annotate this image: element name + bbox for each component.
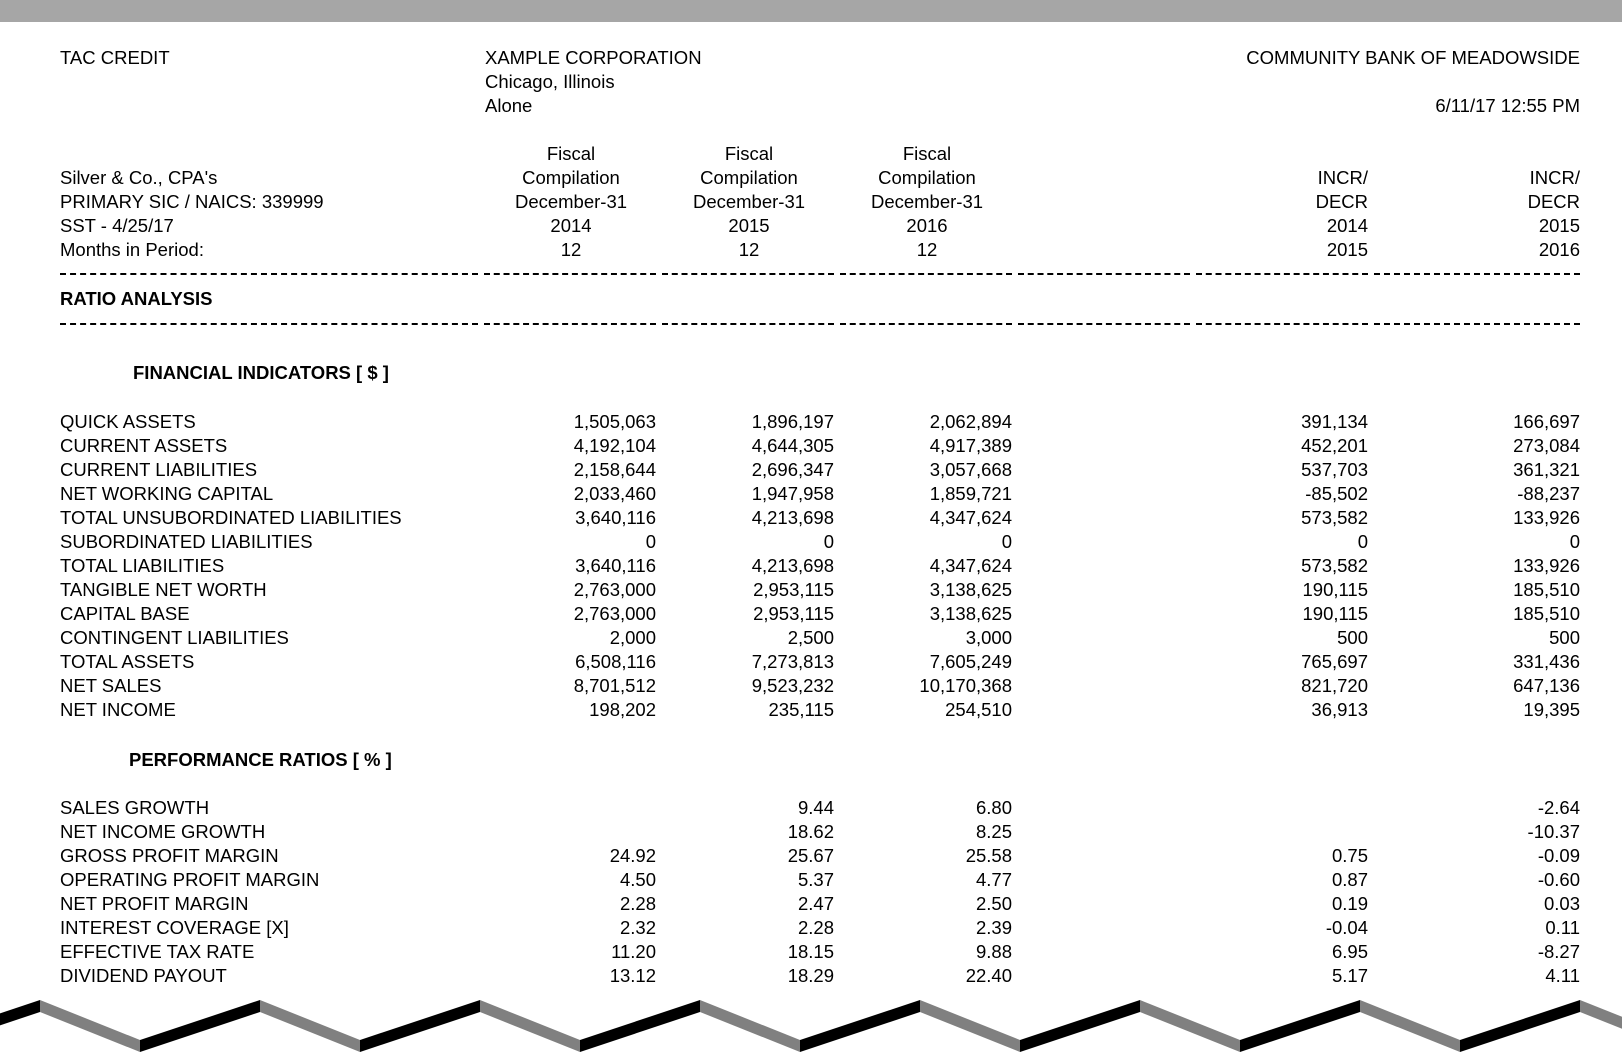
period-year: 2014: [550, 215, 592, 236]
row-label: SUBORDINATED LIABILITIES: [60, 531, 313, 552]
row-label: QUICK ASSETS: [60, 411, 196, 432]
zigzag-segment: [1580, 1000, 1622, 1052]
dashed-rule: [1374, 273, 1580, 275]
change-header-line: INCR/: [1317, 167, 1368, 188]
zigzag-segment: [260, 1000, 360, 1052]
period-months: 12: [916, 239, 938, 260]
row-value: [1208, 820, 1368, 844]
row-value: 821,720: [1301, 675, 1368, 696]
row-value: 7,605,249: [929, 651, 1012, 672]
zigzag-segment: [800, 1000, 920, 1052]
row-label: EFFECTIVE TAX RATE: [60, 941, 255, 962]
zigzag-segment: [140, 1000, 260, 1052]
period-months: 12: [738, 239, 760, 260]
dashed-rule: [662, 273, 834, 275]
zigzag-segment: [360, 1000, 480, 1052]
row-label: NET WORKING CAPITAL: [60, 483, 274, 504]
row-label: CONTINGENT LIABILITIES: [60, 627, 289, 648]
row-value: 185,510: [1513, 603, 1580, 624]
row-label: CURRENT ASSETS: [60, 435, 228, 456]
company-name: XAMPLE CORPORATION: [485, 47, 702, 68]
dashed-rule: [60, 273, 478, 275]
row-value: -0.04: [1325, 917, 1368, 938]
period-year: 2015: [728, 215, 770, 236]
row-label: INTEREST COVERAGE [X]: [60, 917, 289, 938]
row-value: 9.88: [975, 941, 1012, 962]
row-value: 4,213,698: [751, 555, 834, 576]
torn-edge-decoration: [0, 990, 1622, 1053]
zigzag-segment: [1460, 1000, 1580, 1052]
row-value: 2,500: [787, 627, 834, 648]
zigzag-segment: [1240, 1000, 1360, 1052]
row-value: 361,321: [1513, 459, 1580, 480]
row-value: 1,896,197: [751, 411, 834, 432]
top-bar: [0, 0, 1622, 22]
row-value: 2,763,000: [573, 603, 656, 624]
row-value: 198,202: [589, 699, 656, 720]
dashed-rule: [60, 323, 478, 325]
row-label: TOTAL LIABILITIES: [60, 555, 225, 576]
row-value: 2,696,347: [751, 459, 834, 480]
zigzag-segment: [580, 1000, 700, 1052]
row-value: 190,115: [1302, 603, 1368, 624]
sic-code: PRIMARY SIC / NAICS: 339999: [60, 191, 324, 212]
row-value: 2,953,115: [753, 603, 834, 624]
dashed-rule: [484, 323, 656, 325]
row-value: 254,510: [945, 699, 1012, 720]
row-value: 2.47: [797, 893, 834, 914]
row-value: 0.75: [1331, 845, 1368, 866]
period-header-line: Fiscal: [902, 143, 952, 164]
row-value: 4,644,305: [751, 435, 834, 456]
row-value: 8,701,512: [573, 675, 656, 696]
row-label: GROSS PROFIT MARGIN: [60, 845, 279, 866]
row-value: 24.92: [609, 845, 656, 866]
row-value: 3,138,625: [929, 579, 1012, 600]
row-value: 4.50: [619, 869, 656, 890]
row-value: 0: [1569, 531, 1580, 552]
row-value: 1,859,721: [929, 483, 1012, 504]
company-status: Alone: [485, 95, 533, 116]
row-value: 4,917,389: [929, 435, 1012, 456]
performance-ratios-title: PERFORMANCE RATIOS [ % ]: [129, 749, 392, 770]
row-value: 4,213,698: [751, 507, 834, 528]
row-value: 25.58: [965, 845, 1012, 866]
row-value: -10.37: [1527, 821, 1580, 842]
row-value: 11.20: [611, 941, 656, 962]
change-header-line: DECR: [1527, 191, 1580, 212]
zigzag-segment: [40, 1000, 140, 1052]
company-city: Chicago, Illinois: [485, 71, 615, 92]
row-value: 19,395: [1523, 699, 1580, 720]
period-header-line: December-31: [692, 191, 806, 212]
dashed-rule: [1196, 273, 1368, 275]
row-value: 0: [1357, 531, 1368, 552]
row-value: 190,115: [1302, 579, 1368, 600]
period-header-line: Fiscal: [546, 143, 596, 164]
financial-indicators-title: FINANCIAL INDICATORS [ $ ]: [133, 362, 389, 383]
dashed-rule: [484, 273, 656, 275]
row-value: 133,926: [1513, 507, 1580, 528]
row-value: 8.25: [975, 821, 1012, 842]
row-value: 3,057,668: [929, 459, 1012, 480]
row-value: -0.60: [1537, 869, 1580, 890]
report-title: TAC CREDIT: [60, 47, 170, 68]
bank-name: COMMUNITY BANK OF MEADOWSIDE: [1246, 47, 1580, 68]
row-value: 0: [645, 531, 656, 552]
row-value: 2,158,644: [573, 459, 656, 480]
row-value: 573,582: [1301, 555, 1368, 576]
row-value: 537,703: [1301, 459, 1368, 480]
row-value: 4,347,624: [929, 555, 1012, 576]
row-value: 3,000: [965, 627, 1012, 648]
row-value: [496, 820, 656, 844]
report-timestamp: 6/11/17 12:55 PM: [1435, 95, 1580, 116]
row-value: 0.19: [1331, 893, 1368, 914]
row-value: [496, 796, 656, 820]
row-value: -8.27: [1537, 941, 1580, 962]
period-header-line: Fiscal: [724, 143, 774, 164]
row-value: 0.11: [1545, 917, 1580, 938]
change-year-from: 2014: [1326, 215, 1368, 236]
dashed-rule: [1018, 273, 1190, 275]
zigzag-segment: [920, 1000, 1020, 1052]
dashed-rule: [1374, 323, 1580, 325]
row-value: 0.03: [1543, 893, 1580, 914]
row-value: 6,508,116: [575, 651, 656, 672]
row-value: -85,502: [1305, 483, 1368, 504]
period-header-line: Compilation: [522, 167, 620, 188]
row-value: 391,134: [1301, 411, 1368, 432]
row-value: 331,436: [1513, 651, 1580, 672]
dashed-rule: [662, 323, 834, 325]
change-header-line: DECR: [1315, 191, 1368, 212]
row-value: 13.12: [609, 965, 656, 986]
row-value: -2.64: [1537, 797, 1580, 818]
row-value: 2,033,460: [573, 483, 656, 504]
period-header-line: Compilation: [878, 167, 976, 188]
row-value: 18.29: [787, 965, 834, 986]
row-value: 2.32: [619, 917, 656, 938]
row-value: 0: [1001, 531, 1012, 552]
row-value: 500: [1549, 627, 1580, 648]
row-label: TANGIBLE NET WORTH: [60, 579, 267, 600]
row-value: 22.40: [965, 965, 1012, 986]
change-year-to: 2015: [1326, 239, 1368, 260]
row-value: 4,192,104: [573, 435, 656, 456]
row-value: 3,640,116: [575, 555, 656, 576]
zigzag-segment: [480, 1000, 580, 1052]
row-value: 5.17: [1331, 965, 1368, 986]
row-value: -88,237: [1517, 483, 1580, 504]
row-value: 4.77: [975, 869, 1012, 890]
section-title: RATIO ANALYSIS: [60, 288, 213, 309]
zigzag-segment: [700, 1000, 800, 1052]
row-value: 235,115: [768, 699, 834, 720]
row-value: 3,640,116: [575, 507, 656, 528]
row-value: [1208, 796, 1368, 820]
row-value: 25.67: [787, 845, 834, 866]
row-label: CAPITAL BASE: [60, 603, 190, 624]
row-value: 3,138,625: [929, 603, 1012, 624]
change-year-from: 2015: [1538, 215, 1580, 236]
row-value: 452,201: [1301, 435, 1368, 456]
row-label: TOTAL UNSUBORDINATED LIABILITIES: [60, 507, 402, 528]
period-year: 2016: [906, 215, 948, 236]
row-value: 2,000: [609, 627, 656, 648]
row-value: 36,913: [1311, 699, 1368, 720]
row-label: CURRENT LIABILITIES: [60, 459, 258, 480]
row-value: 2.50: [975, 893, 1012, 914]
change-year-to: 2016: [1538, 239, 1580, 260]
row-label: SALES GROWTH: [60, 797, 210, 818]
row-value: 2.28: [797, 917, 834, 938]
row-value: 9.44: [797, 797, 834, 818]
row-value: -0.09: [1537, 845, 1580, 866]
dashed-rule: [1018, 323, 1190, 325]
row-value: 2.28: [619, 893, 656, 914]
row-value: 4.11: [1545, 965, 1580, 986]
change-header-line: INCR/: [1529, 167, 1580, 188]
zigzag-segment: [0, 1000, 40, 1052]
row-value: 18.62: [787, 821, 834, 842]
row-value: 7,273,813: [751, 651, 834, 672]
row-label: NET INCOME GROWTH: [60, 821, 266, 842]
zigzag-segment: [1020, 1000, 1140, 1052]
row-label: DIVIDEND PAYOUT: [60, 965, 227, 986]
row-value: 185,510: [1513, 579, 1580, 600]
row-value: 166,697: [1513, 411, 1580, 432]
dashed-rule: [1196, 323, 1368, 325]
row-label: NET INCOME: [60, 699, 176, 720]
row-value: 9,523,232: [751, 675, 834, 696]
row-value: 2,062,894: [929, 411, 1012, 432]
row-label: TOTAL ASSETS: [60, 651, 195, 672]
period-header-line: December-31: [514, 191, 628, 212]
row-value: 273,084: [1513, 435, 1580, 456]
accountant-name: Silver & Co., CPA's: [60, 167, 218, 188]
row-value: 6.95: [1331, 941, 1368, 962]
row-value: 0: [823, 531, 834, 552]
row-value: 6.80: [975, 797, 1012, 818]
row-value: 2,953,115: [753, 579, 834, 600]
dashed-rule: [840, 323, 1012, 325]
row-label: OPERATING PROFIT MARGIN: [60, 869, 320, 890]
row-value: 500: [1337, 627, 1368, 648]
row-value: 18.15: [787, 941, 834, 962]
dashed-rule: [840, 273, 1012, 275]
row-value: 133,926: [1513, 555, 1580, 576]
row-value: 2,763,000: [573, 579, 656, 600]
period-header-line: December-31: [870, 191, 984, 212]
row-label: NET SALES: [60, 675, 162, 696]
months-label: Months in Period:: [60, 239, 204, 260]
row-value: 2.39: [975, 917, 1012, 938]
row-value: 765,697: [1301, 651, 1368, 672]
zigzag-segment: [1360, 1000, 1460, 1052]
row-value: 1,505,063: [573, 411, 656, 432]
row-value: 647,136: [1513, 675, 1580, 696]
sst-date: SST - 4/25/17: [60, 215, 174, 236]
row-value: 573,582: [1301, 507, 1368, 528]
row-value: 5.37: [797, 869, 834, 890]
period-header-line: Compilation: [700, 167, 798, 188]
zigzag-segment: [1140, 1000, 1240, 1052]
row-label: NET PROFIT MARGIN: [60, 893, 249, 914]
row-value: 10,170,368: [919, 675, 1012, 696]
row-value: 4,347,624: [929, 507, 1012, 528]
row-value: 0.87: [1331, 869, 1368, 890]
row-value: 1,947,958: [751, 483, 834, 504]
period-months: 12: [560, 239, 582, 260]
